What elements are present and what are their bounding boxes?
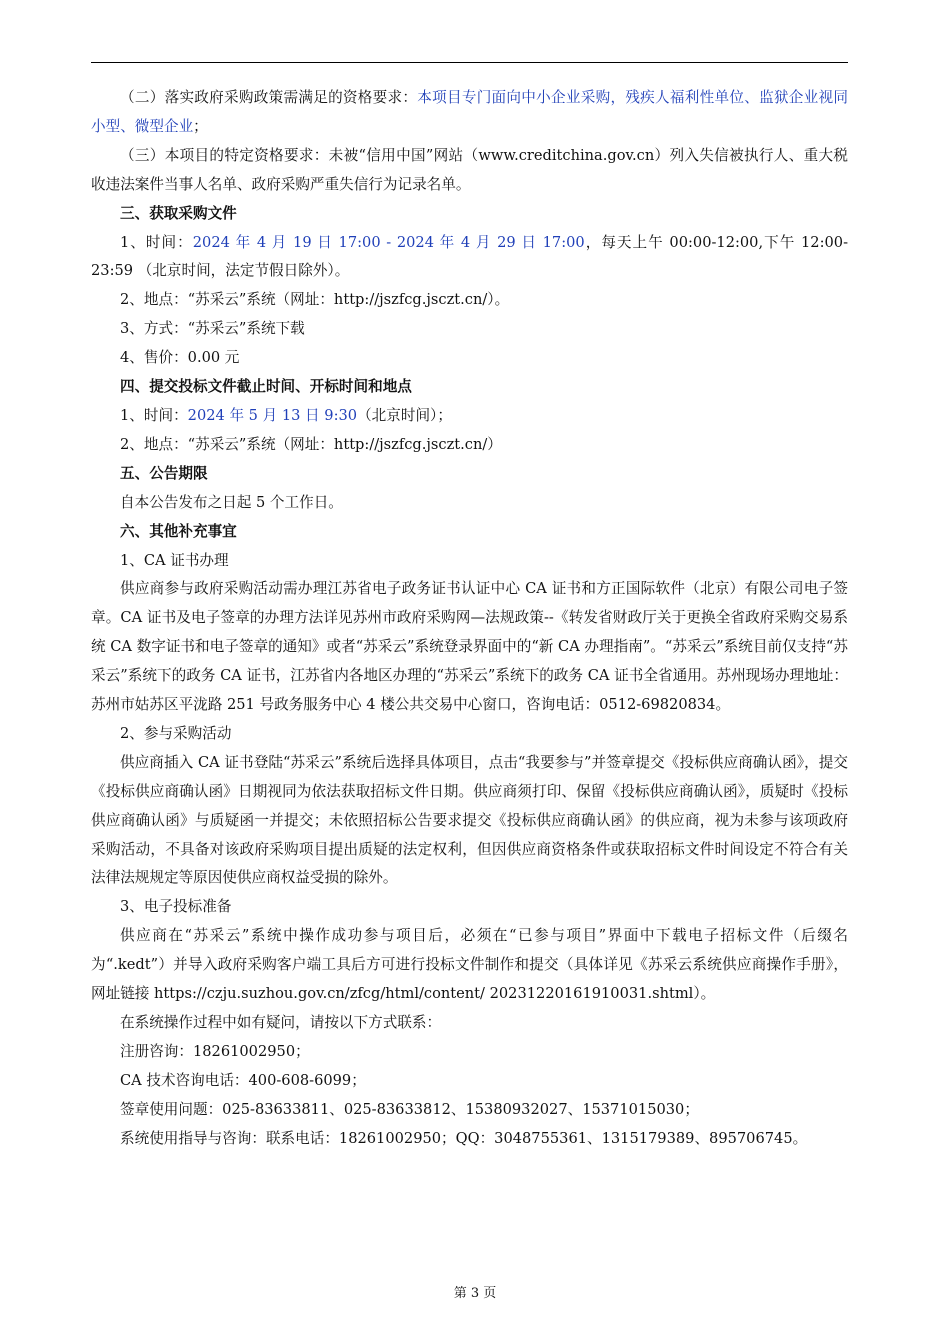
submission-time: 1、时间：2024 年 5 月 13 日 9:30（北京时间）； [120,406,452,424]
contact-intro: 在系统操作过程中如有疑问，请按以下方式联系： [120,1014,442,1031]
contact-ca: CA 技术咨询电话：400-608-6099； [120,1071,366,1089]
contact-register: 注册咨询：18261002950； [120,1042,310,1060]
heading-notice-period: 五、公告期限 [120,464,208,482]
page-number: 第 3 页 [453,1286,497,1301]
heading-obtain-documents: 三、获取采购文件 [120,204,237,222]
obtain-method: 3、方式：“苏采云”系统下载 [120,320,305,338]
contact-sign: 签章使用问题：025-83633811、025-83633812、15380932027、15371015030； [120,1100,699,1118]
policy-highlight: 本项目专门面向中小企业采购，残疾人福利性单位、监狱企业视同小型、微型企业 [91,89,848,135]
join-title: 2、参与采购活动 [120,724,232,742]
ca-text: 供应商参与政府采购活动需办理江苏省电子政务证书认证中心 CA 证书和方正国际软件（北京）有限公司电子签章。CA 证书及电子签章的办理方法详见苏州市政府采购网—法规政策--《转发省财政厅关于更换全省政府采购交易系统 CA 数字证书和电子签章的通知》或者“苏采云”系统登录界面中的“新 CA 办理指南”。“苏采云”系统目前仅支持“苏采云”系统下的政务 CA 证书，江苏省内各地区办理的“苏采云”系统下的政务 CA 证书全省通用。苏州现场办理地址：苏州市姑苏区平泷路 251 号政务服务中心 4 楼公共交易中心窗口，咨询电话：0512-69820834。 [91,580,848,714]
obtain-time-value: 2024 年 4 月 19 日 17:00 - 2024 年 4 月 29 日 17:00 [192,233,585,251]
ebid-title: 3、电子投标准备 [120,898,232,916]
contact-system: 系统使用指导与咨询：联系电话：18261002950；QQ：3048755361、1315179389、895706745。 [120,1129,808,1147]
ca-title: 1、CA 证书办理 [120,551,229,569]
obtain-time: 1、时间：2024 年 4 月 19 日 17:00 - 2024 年 4 月 29 日 17:00，每天上午 00:00-12:00,下午 12:00-23:59 （北京时间，法定节假日除外）。 [91,233,848,280]
obtain-place: 2、地点：“苏采云”系统（网址：http://jszfcg.jsczt.cn/）。 [120,291,510,309]
ebid-text: 供应商在“苏采云”系统中操作成功参与项目后，必须在“已参与项目”界面中下载电子招标文件（后缀名为“.kedt”）并导入政府采购客户端工具后方可进行投标文件制作和提交（具体详见《苏采云系统供应商操作手册》，网址链接 https://czju.suzhou.gov.cn/zfcg/html/content/ 20231220161910031.shtml）。 [91,927,848,1003]
notice-period-text: 自本公告发布之日起 5 个工作日。 [120,493,343,511]
submission-place: 2、地点：“苏采云”系统（网址：http://jszfcg.jsczt.cn/） [120,435,502,453]
header-rule [91,62,848,63]
document-body [91,84,848,1154]
submission-time-value: 2024 年 5 月 13 日 9:30 [187,406,358,424]
specific-qualification-paragraph: （三）本项目的特定资格要求：未被“信用中国”网站（www.creditchina.gov.cn）列入失信被执行人、重大税收违法案件当事人名单、政府采购严重失信行为记录名单。 [91,146,848,193]
qualification-policy-paragraph: （二）落实政府采购政策需满足的资格要求：本项目专门面向中小企业采购，残疾人福利性单位、监狱企业视同小型、微型企业； [91,89,848,135]
heading-submission-deadline: 四、提交投标文件截止时间、开标时间和地点 [120,378,412,396]
obtain-price: 4、售价：0.00 元 [120,349,240,367]
heading-other-matters: 六、其他补充事宜 [120,522,237,540]
join-text: 供应商插入 CA 证书登陆“苏采云”系统后选择具体项目，点击“我要参与”并签章提交《投标供应商确认函》，提交《投标供应商确认函》日期视同为依法获取招标文件日期。供应商须打印、保留《投标供应商确认函》，质疑时《投标供应商确认函》与质疑函一并提交；未依照招标公告要求提交《投标供应商确认函》的供应商，视为未参与该项政府采购活动，不具备对该政府采购项目提出质疑的法定权利，但因供应商资格条件或获取招标文件时间设定不符合有关法律法规规定等原因使供应商权益受损的除外。 [91,753,848,887]
